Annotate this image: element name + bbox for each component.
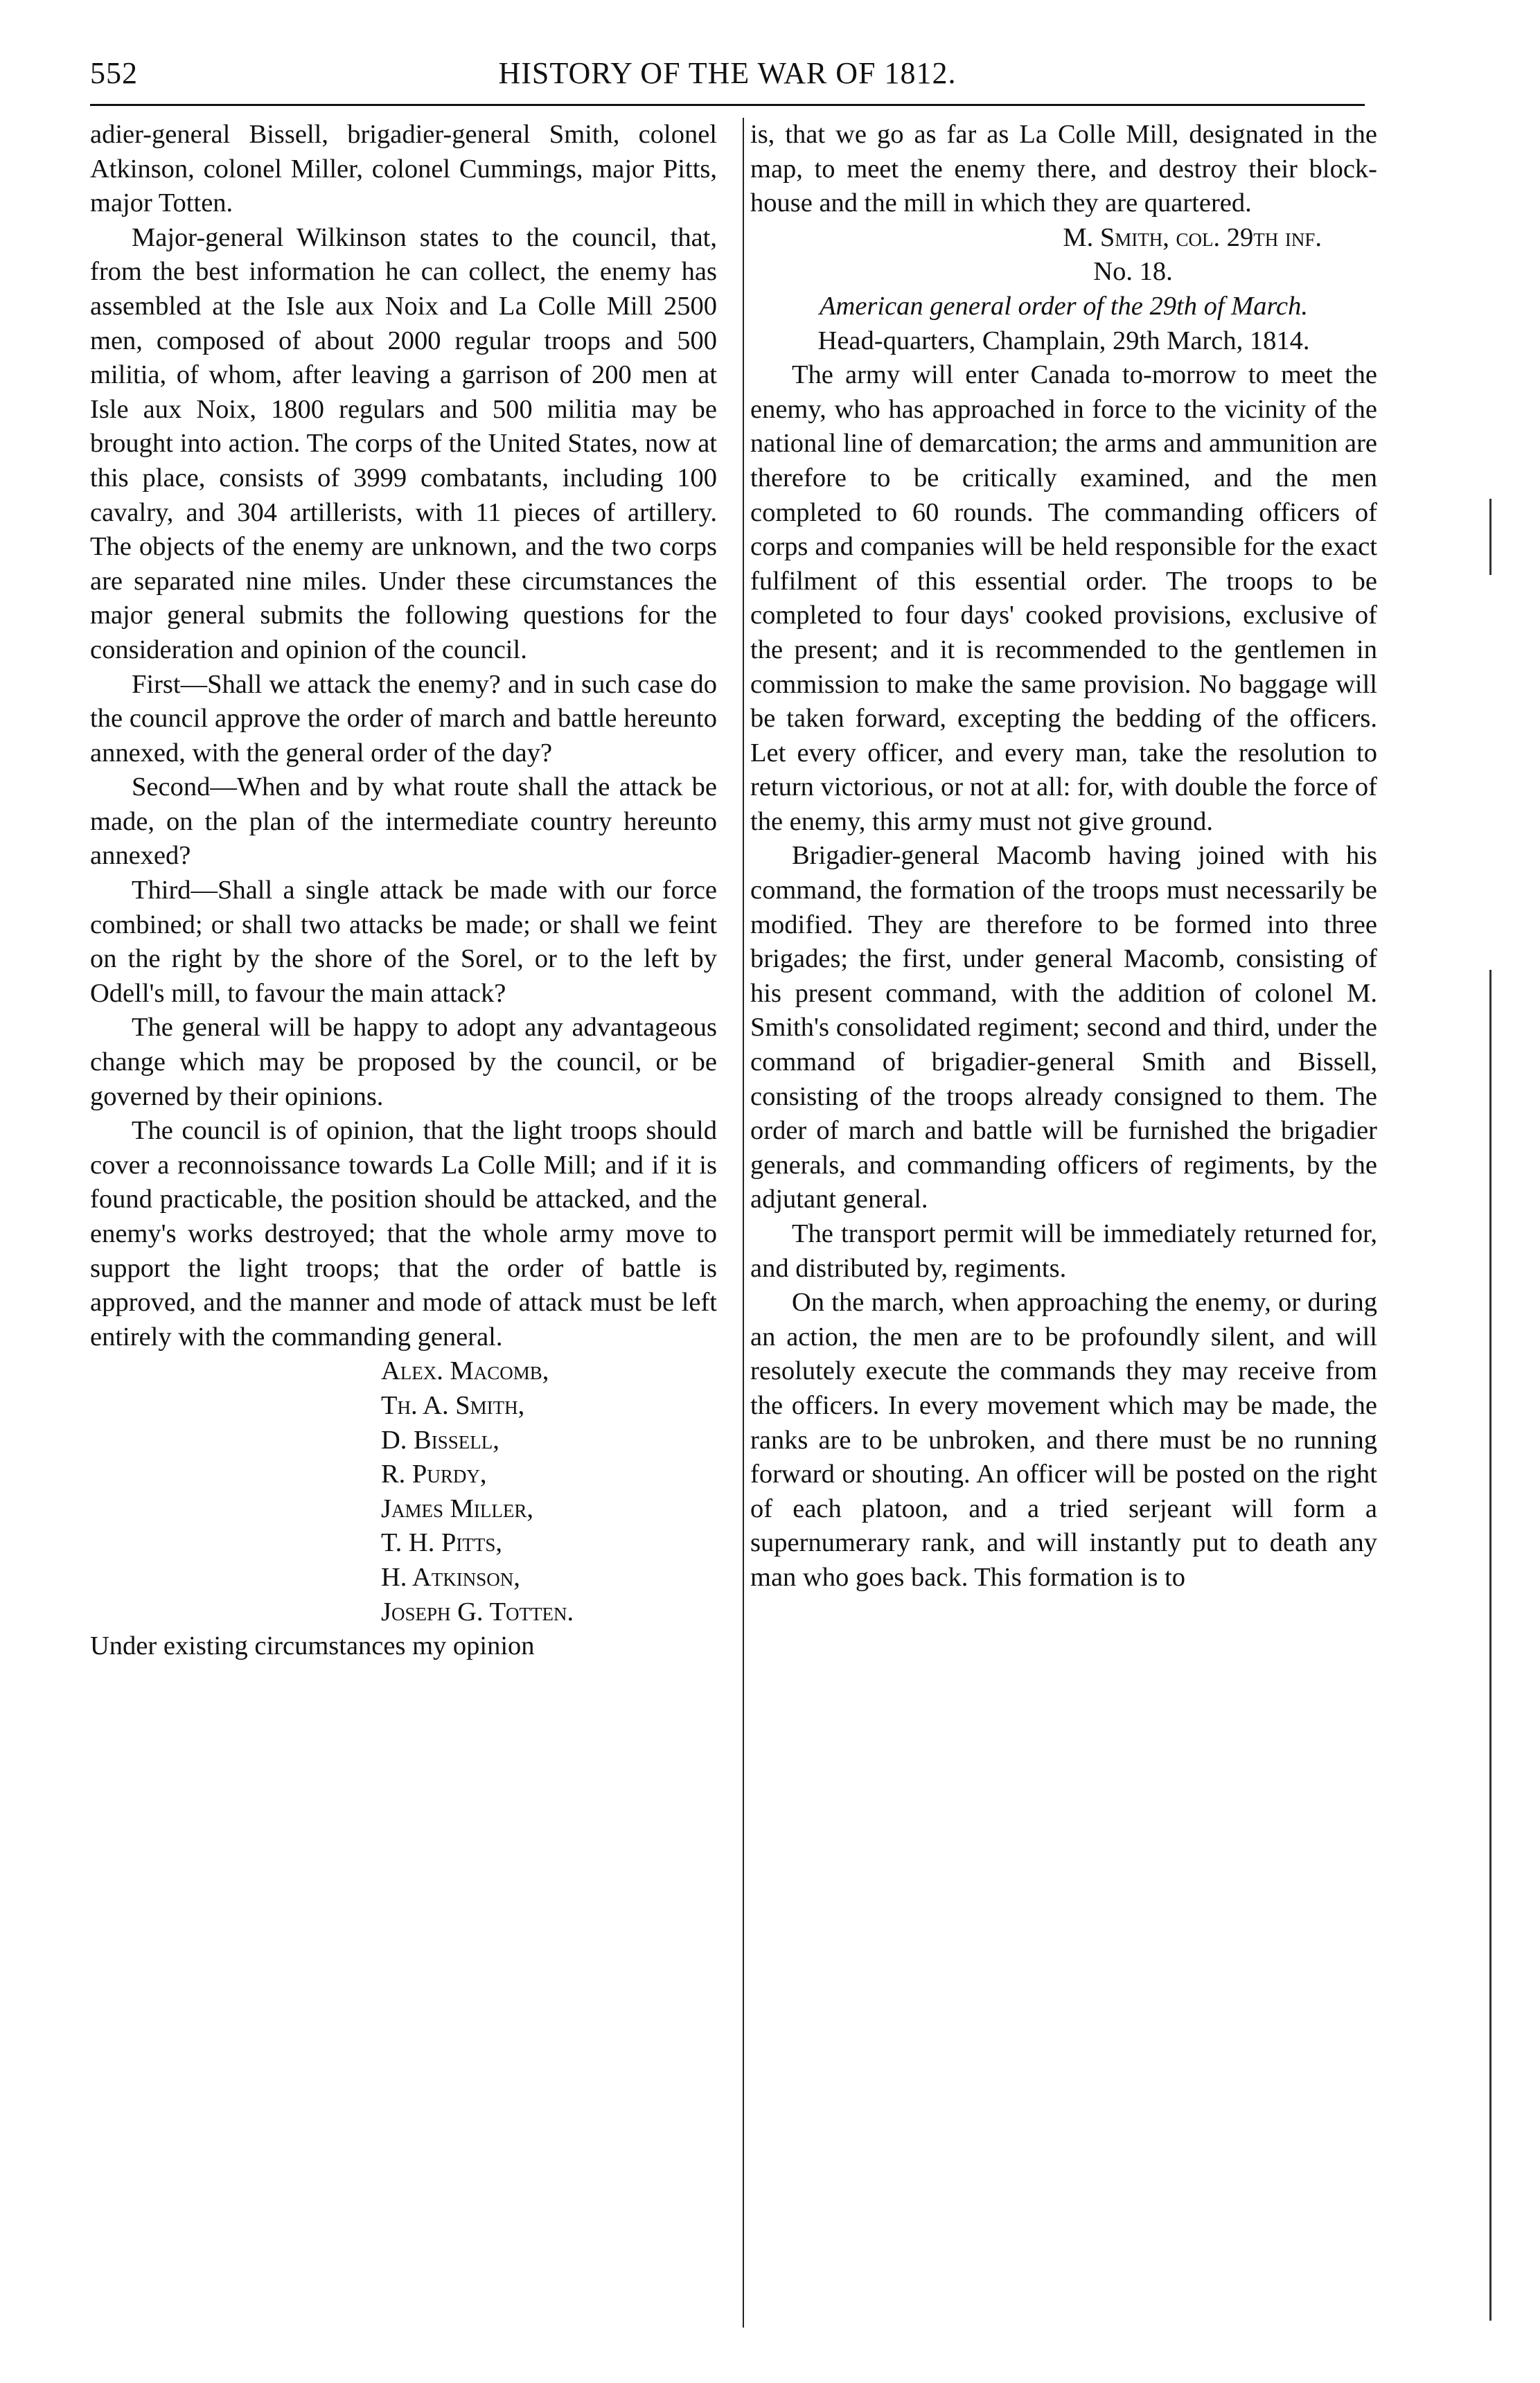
signature: Th. A. Smith, bbox=[381, 1390, 525, 1420]
right-column bbox=[750, 118, 1377, 1595]
signature: M. Smith, col. 29th inf. bbox=[1063, 222, 1322, 252]
page-number: 552 bbox=[90, 56, 138, 90]
paragraph: First—Shall we attack the enemy? and in such case do the council approve the order of march and battle hereunto annexed, with the general order of the day? bbox=[90, 669, 717, 768]
paragraph: adier-general Bissell, brigadier-general Smith, colonel Atkinson, colonel Miller, colonel Cummings, major Pitts, major Totten. bbox=[90, 120, 717, 218]
signature: James Miller, bbox=[381, 1494, 533, 1523]
signature: Joseph G. Totten. bbox=[381, 1597, 574, 1627]
signature: Alex. Macomb, bbox=[381, 1356, 549, 1386]
dateline: Head-quarters, Champlain, 29th March, 1814. bbox=[817, 326, 1310, 355]
paragraph: Brigadier-general Macomb having joined with his command, the formation of the troops must necessarily be modified. They are therefore to be formed into three brigades; the first, under general Macomb, consisting of his present command, with the addition of colonel M. Smith's consolidated regiment; second and third, under the command of brigadier-general Smith and Bissell, consisting of the troops already consigned to them. The order of march and battle will be furnished the brigadier generals, and commanding officers of regiments, by the adjutant general. bbox=[750, 841, 1377, 1214]
paragraph: The general will be happy to adopt any advantageous change which may be proposed by the council, or be governed by their opinions. bbox=[90, 1013, 717, 1111]
closing-line: Under existing circumstances my opinion bbox=[90, 1631, 535, 1661]
document-title: American general order of the 29th of March. bbox=[820, 291, 1308, 321]
paragraph: is, that we go as far as La Colle Mill, designated in the map, to meet the enemy there, and destroy their block-house and the mill in which they are quartered. bbox=[750, 120, 1377, 218]
margin-mark bbox=[1489, 499, 1492, 575]
paragraph: The army will enter Canada to-morrow to meet the enemy, who has approached in force to the vicinity of the national line of demarcation; the arms and ammunition are therefore to be critically examined, and the men completed to 60 rounds. The commanding officers of corps and companies will be held responsible for the exact fulfilment of this essential order. The troops to be completed to four days' cooked provisions, exclusive of the present; and it is recommended to the gentlemen in commission to make the same provision. No baggage will be taken forward, excepting the bedding of the officers. Let every officer, and every man, take the resolution to return victorious, or not at all: for, with double the force of the enemy, this army must not give ground. bbox=[750, 360, 1377, 836]
paragraph: On the march, when approaching the enemy, or during an action, the men are to be profoundly silent, and will resolutely execute the commands they may receive from the officers. In every movement which may be made, the ranks are to be unbroken, and there must be no running forward or shouting. An officer will be posted on the right of each platoon, and a tried serjeant will form a supernumerary rank, and will instantly put to death any man who goes back. This formation is to bbox=[750, 1288, 1377, 1592]
left-column bbox=[90, 118, 717, 1664]
column-divider bbox=[743, 118, 744, 2328]
signature: H. Atkinson, bbox=[381, 1562, 520, 1592]
paragraph: Major-general Wilkinson states to the council, that, from the best information he can collect, the enemy has assembled at the Isle aux Noix and La Colle Mill 2500 men, composed of about 2000 regular troops and 500 militia, of whom, after leaving a garrison of 200 men at Isle aux Noix, 1800 regulars and 500 militia may be brought into action. The corps of the United States, now at this place, consists of 3999 combatants, including 100 cavalry, and 304 artillerists, with 11 pieces of artillery. The objects of the enemy are unknown, and the two corps are separated nine miles. Under these circumstances the major general submits the following questions for the consideration and opinion of the council. bbox=[90, 222, 717, 664]
signature: D. Bissell, bbox=[381, 1425, 499, 1455]
header-rule bbox=[90, 104, 1365, 106]
signature: R. Purdy, bbox=[381, 1460, 487, 1489]
paragraph: Third—Shall a single attack be made with our force combined; or shall two attacks be made; or shall we feint on the right by the shore of the Sorel, or to the left by Odell's mill, to favour the main attack? bbox=[90, 876, 717, 1008]
paragraph: The transport permit will be immediately returned for, and distributed by, regiments. bbox=[750, 1219, 1377, 1283]
paragraph: Second—When and by what route shall the attack be made, on the plan of the intermediate country hereunto annexed? bbox=[90, 772, 717, 871]
document-number: No. 18. bbox=[1093, 257, 1173, 287]
margin-mark bbox=[1489, 970, 1492, 2321]
paragraph: The council is of opinion, that the light troops should cover a reconnoissance towards La Colle Mill; and if it is found practicable, the position should be attacked, and the enemy's works destroyed; that the whole army move to support the light troops; that the order of battle is approved, and the manner and mode of attack must be left entirely with the commanding general. bbox=[90, 1116, 717, 1352]
running-title: HISTORY OF THE WAR OF 1812. bbox=[498, 56, 957, 90]
signature-block bbox=[90, 1354, 717, 1629]
signature: T. H. Pitts, bbox=[381, 1528, 502, 1558]
page-header bbox=[90, 50, 1365, 98]
